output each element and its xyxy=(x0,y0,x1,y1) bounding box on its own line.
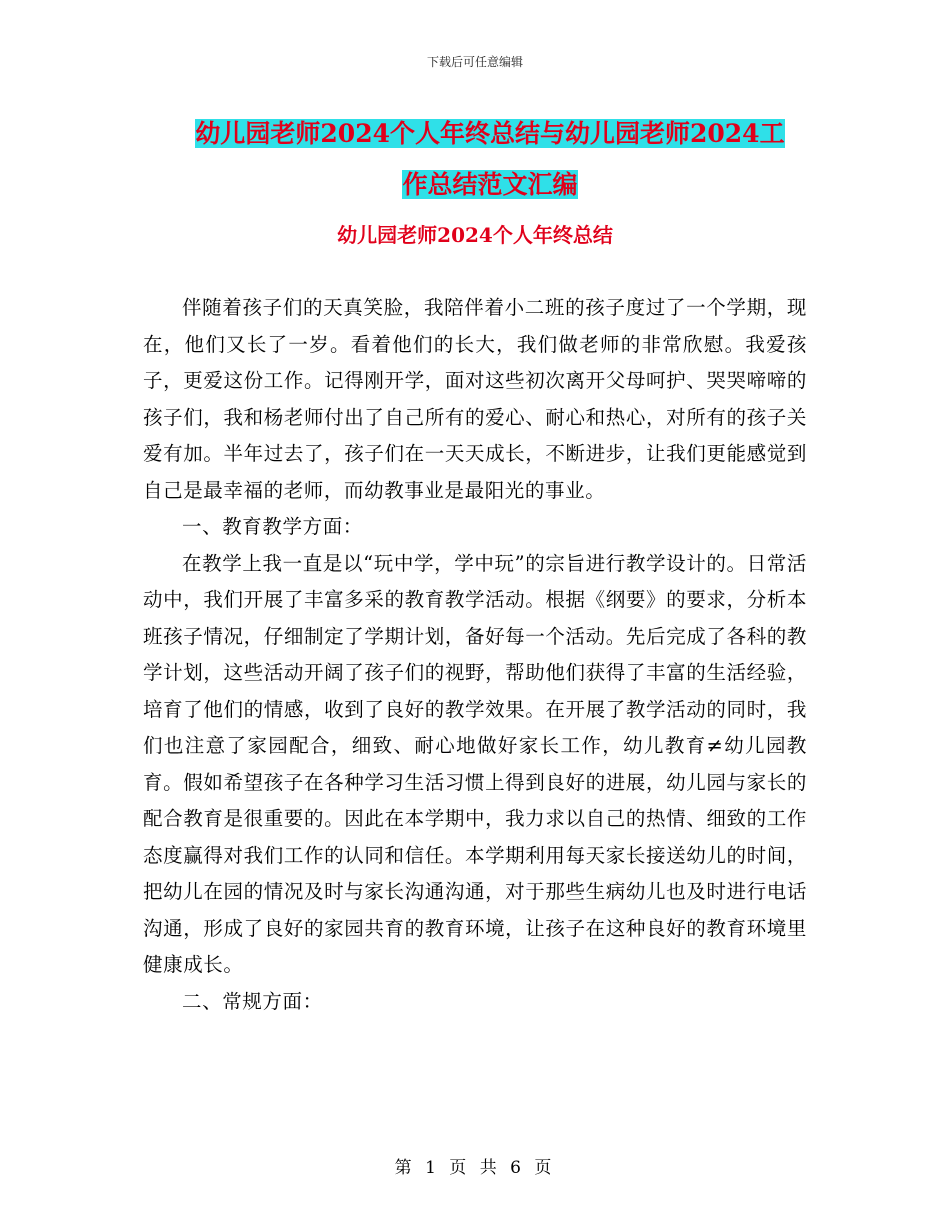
section-title: 幼儿园老师2024个人年终总结 xyxy=(337,223,613,247)
header-note: 下载后可任意编辑 xyxy=(426,55,523,69)
document-title-line-1: 幼儿园老师2024个人年终总结与幼儿园老师2024工 xyxy=(195,119,785,148)
document-title-line-2: 作总结范文汇编 xyxy=(402,170,578,199)
page-number: 第 1 页 共 6 页 xyxy=(394,1158,556,1178)
heading-teaching: 一、教育教学方面： xyxy=(182,515,363,538)
document-title xyxy=(180,108,800,210)
paragraph-teaching: 在教学上我一直是以“玩中学，学中玩”的宗旨进行教学设计的。日常活动中，我们开展了丰富多采的教育教学活动。根据《纲要》的要求，分析本班孩子情况，仔细制定了学期计划，备好每一个活动。先后完成了各科的教学计划，这些活动开阔了孩子们的视野，帮助他们获得了丰富的生活经验，培育了他们的情感，收到了良好的教学效果。在开展了教学活动的同时，我们也注意了家园配合，细致、耐心地做好家长工作，幼儿教育≠幼儿园教育。假如希望孩子在各种学习生活习惯上得到良好的进展，幼儿园与家长的配合教育是很重要的。因此在本学期中，我力求以自己的热情、细致的工作态度赢得对我们工作的认同和信任。本学期利用每天家长接送幼儿的时间，把幼儿在园的情况及时与家长沟通沟通，对于那些生病幼儿也及时进行电话沟通，形成了良好的家园共育的教育环境，让孩子在这种良好的教育环境里健康成长。 xyxy=(143,551,807,976)
document-body xyxy=(143,290,807,1020)
heading-routine: 二、常规方面： xyxy=(182,989,323,1013)
paragraph-intro: 伴随着孩子们的天真笑脸，我陪伴着小二班的孩子度过了一个学期，现在，他们又长了一岁。看着他们的长大，我们做老师的非常欣慰。我爱孩子，更爱这份工作。记得刚开学，面对这些初次离开父母呵护、哭哭啼啼的孩子们，我和杨老师付出了自己所有的爱心、耐心和热心，对所有的孩子关爱有加。半年过去了，孩子们在一天天成长，不断进步，让我们更能感觉到自己是最幸福的老师，而幼教事业是最阳光的事业。 xyxy=(143,296,807,502)
